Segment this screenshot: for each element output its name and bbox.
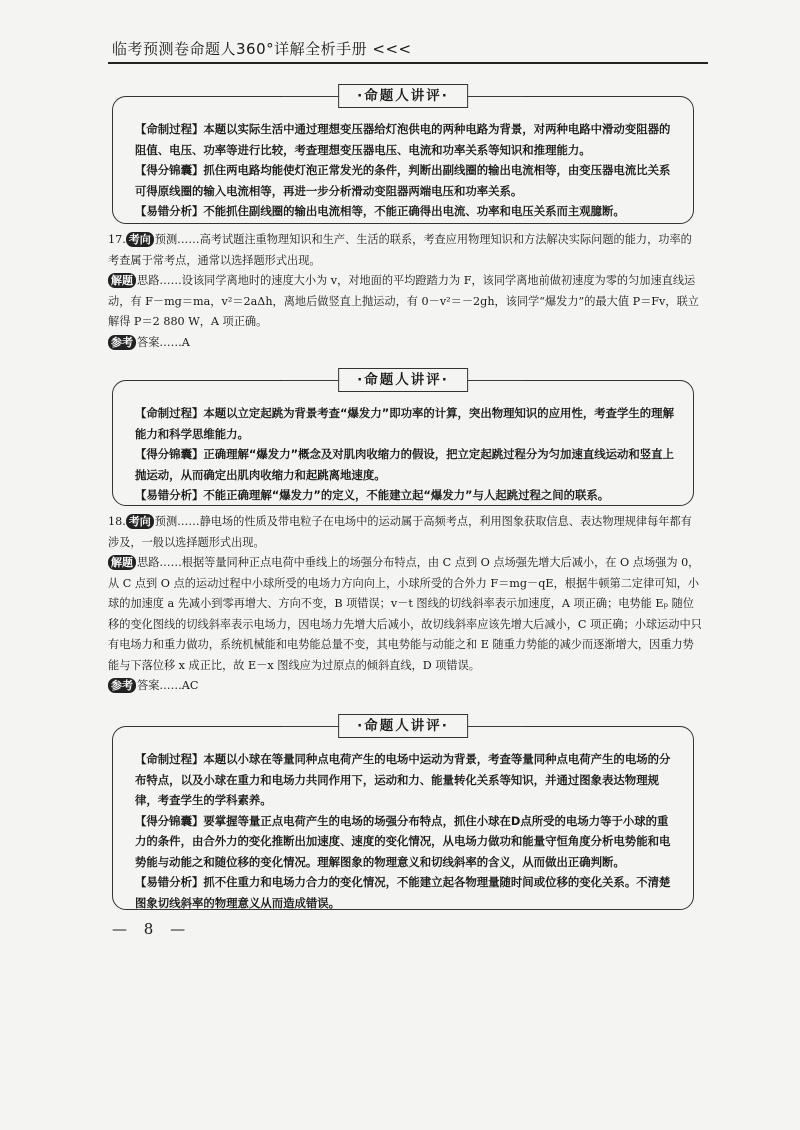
solve-section xyxy=(108,271,702,333)
predict-badge: 考向 xyxy=(126,514,154,529)
question-number: 17. xyxy=(108,233,126,246)
review-tag: 【得分锦囊】 xyxy=(135,447,204,461)
review-box-1 xyxy=(112,88,694,224)
review-tag: 【得分锦囊】 xyxy=(135,813,204,828)
review-text: 本题以实际生活中通过理想变压器给灯泡供电的两种电路为背景，对两种电路中滑动变阻器的阻值、电压、功率等进行比较，考查理想变压器电压、电流和功率关系等知识和推理能力。 xyxy=(135,122,671,157)
review-tag: 【命制过程】 xyxy=(135,406,204,420)
solve-badge: 解题 xyxy=(108,555,136,570)
running-header: 临考预测卷命题人360°详解全析手册 <<< xyxy=(112,40,412,58)
answer-badge: 参考 xyxy=(108,678,136,693)
review-text: 不能正确理解“爆发力”的定义，不能建立起“爆发力”与人起跳过程之间的联系。 xyxy=(203,488,610,502)
review-item xyxy=(135,403,679,444)
predict-section xyxy=(108,512,702,553)
review-text: 本题以小球在等量同种点电荷产生的电场中运动为背景，考查等量同种点电荷产生的电场的分布特点，以及小球在重力和电场力共同作用下，运动和力、能量转化关系等知识，并通过图象表达物理规律，考查学生的学科素养。 xyxy=(135,752,671,807)
answer-label: 答案……A xyxy=(137,335,190,349)
review-item xyxy=(135,201,679,222)
review-text: 本题以立定起跳为背景考查“爆发力”即功率的计算，突出物理知识的应用性，考查学生的理解能力和科学思维能力。 xyxy=(135,406,674,441)
predict-section xyxy=(108,230,702,271)
solve-text: 设该同学离地时的速度大小为 v，对地面的平均蹬踏力为 F，该同学离地前做初速度为零的匀加速直线运动，有 F－mg＝ma，v²＝2aΔh，离地后做竖直上抛运动，有 0－v²＝－2gh，该同学“爆发力”的最大值 P＝Fv，联立解得 P＝2 880 W，A 项正确。 xyxy=(108,274,699,328)
solve-label: 思路…… xyxy=(137,274,182,287)
review-box-2 xyxy=(112,372,694,506)
predict-badge: 考向 xyxy=(126,232,154,247)
predict-text: 高考试题注重物理知识和生产、生活的联系，考查应用物理知识和方法解决实际问题的能力，功率的考查属于常考点，通常以选择题形式出现。 xyxy=(108,233,692,267)
question-18 xyxy=(108,512,702,697)
predict-label: 预测…… xyxy=(154,233,200,246)
review-box-title: ·命题人讲评· xyxy=(338,714,468,738)
review-tag: 【易错分析】 xyxy=(135,204,204,218)
answer-badge: 参考 xyxy=(108,335,136,350)
solve-section xyxy=(108,553,702,676)
review-box-title: ·命题人讲评· xyxy=(338,84,468,108)
review-item xyxy=(135,811,679,873)
review-text: 正确理解“爆发力”概念及对肌肉收缩力的假设，把立定起跳过程分为匀加速直线运动和竖直上抛运动，从而确定出肌肉收缩力和起跳离地速度。 xyxy=(135,447,674,482)
question-17 xyxy=(108,230,702,353)
review-item xyxy=(135,872,679,913)
review-item xyxy=(135,485,679,506)
review-tag: 【命制过程】 xyxy=(135,752,204,766)
page-number: — 8 — xyxy=(112,920,192,938)
predict-label: 预测…… xyxy=(154,515,200,528)
review-text: 抓不住重力和电场力合力的变化情况，不能建立起各物理量随时间或位移的变化关系。不清楚图象切线斜率的物理意义从而造成错误。 xyxy=(135,875,671,910)
review-item xyxy=(135,444,679,485)
review-tag: 【得分锦囊】 xyxy=(135,163,204,177)
solve-badge: 解题 xyxy=(108,273,136,288)
review-item xyxy=(135,749,679,811)
review-tag: 【易错分析】 xyxy=(135,875,204,889)
review-tag: 【命制过程】 xyxy=(135,122,204,136)
review-box-title: ·命题人讲评· xyxy=(338,368,468,392)
review-box-3 xyxy=(112,718,694,910)
review-text: 不能抓住副线圈的输出电流相等，不能正确得出电流、功率和电压关系而主观臆断。 xyxy=(203,204,625,218)
review-text: 抓住两电路均能使灯泡正常发光的条件，判断出副线圈的输出电流相等，由变压器电流比关系可得原线圈的输入电流相等，再进一步分析滑动变阻器两端电压和功率关系。 xyxy=(135,163,671,198)
review-tag: 【易错分析】 xyxy=(135,488,204,502)
answer-section xyxy=(108,333,702,354)
review-item xyxy=(135,160,679,201)
review-text: 要掌握等量正点电荷产生的电场的场强分布特点，抓住小球在D点所受的电场力等于小球的重力的条件，由合外力的变化推断出加速度、速度的变化情况，从电场力做功和能量守恒角度分析电势能和电势能与动能之和随位移的变化情况。理解图象的物理意义和切线斜率的含义，从而做出正确判断。 xyxy=(135,813,671,869)
predict-text: 静电场的性质及带电粒子在电场中的运动属于高频考点，利用图象获取信息、表达物理规律每年都有涉及，一般以选择题形式出现。 xyxy=(108,515,692,549)
review-item xyxy=(135,119,679,160)
answer-label: 答案……AC xyxy=(137,679,199,692)
question-number: 18. xyxy=(108,515,126,528)
solve-text: 根据等量同种正点电荷中垂线上的场强分布特点，由 C 点到 O 点场强先增大后减小，在 O 点场强为 0，从 C 点到 O 点的运动过程中小球所受的电场力方向向上，小球所受的合外力 F＝mg－qE，根据牛顿第二定律可知，小球的加速度 a 先减小到零再增大、方向不变，B 项错误；v－t 图线的切线斜率表示加速度，A 项正确；电势能 Eₚ 随位移的变化图线的切线斜率表示电场力，因电场力先增大后减小，故切线斜率应该先增大后减小，C 项正确；小球运动中只有电场力和重力做功，系统机械能和电势能总量不变，其电势能与动能之和 E 随重力势能的减少而逐渐增大，因重力势能与下落位移 x 成正比，故 E－x 图线应为过原点的倾斜直线，D 项错误。 xyxy=(108,556,702,672)
solve-label: 思路…… xyxy=(137,556,182,569)
answer-section xyxy=(108,676,702,697)
header-rule xyxy=(108,62,708,64)
